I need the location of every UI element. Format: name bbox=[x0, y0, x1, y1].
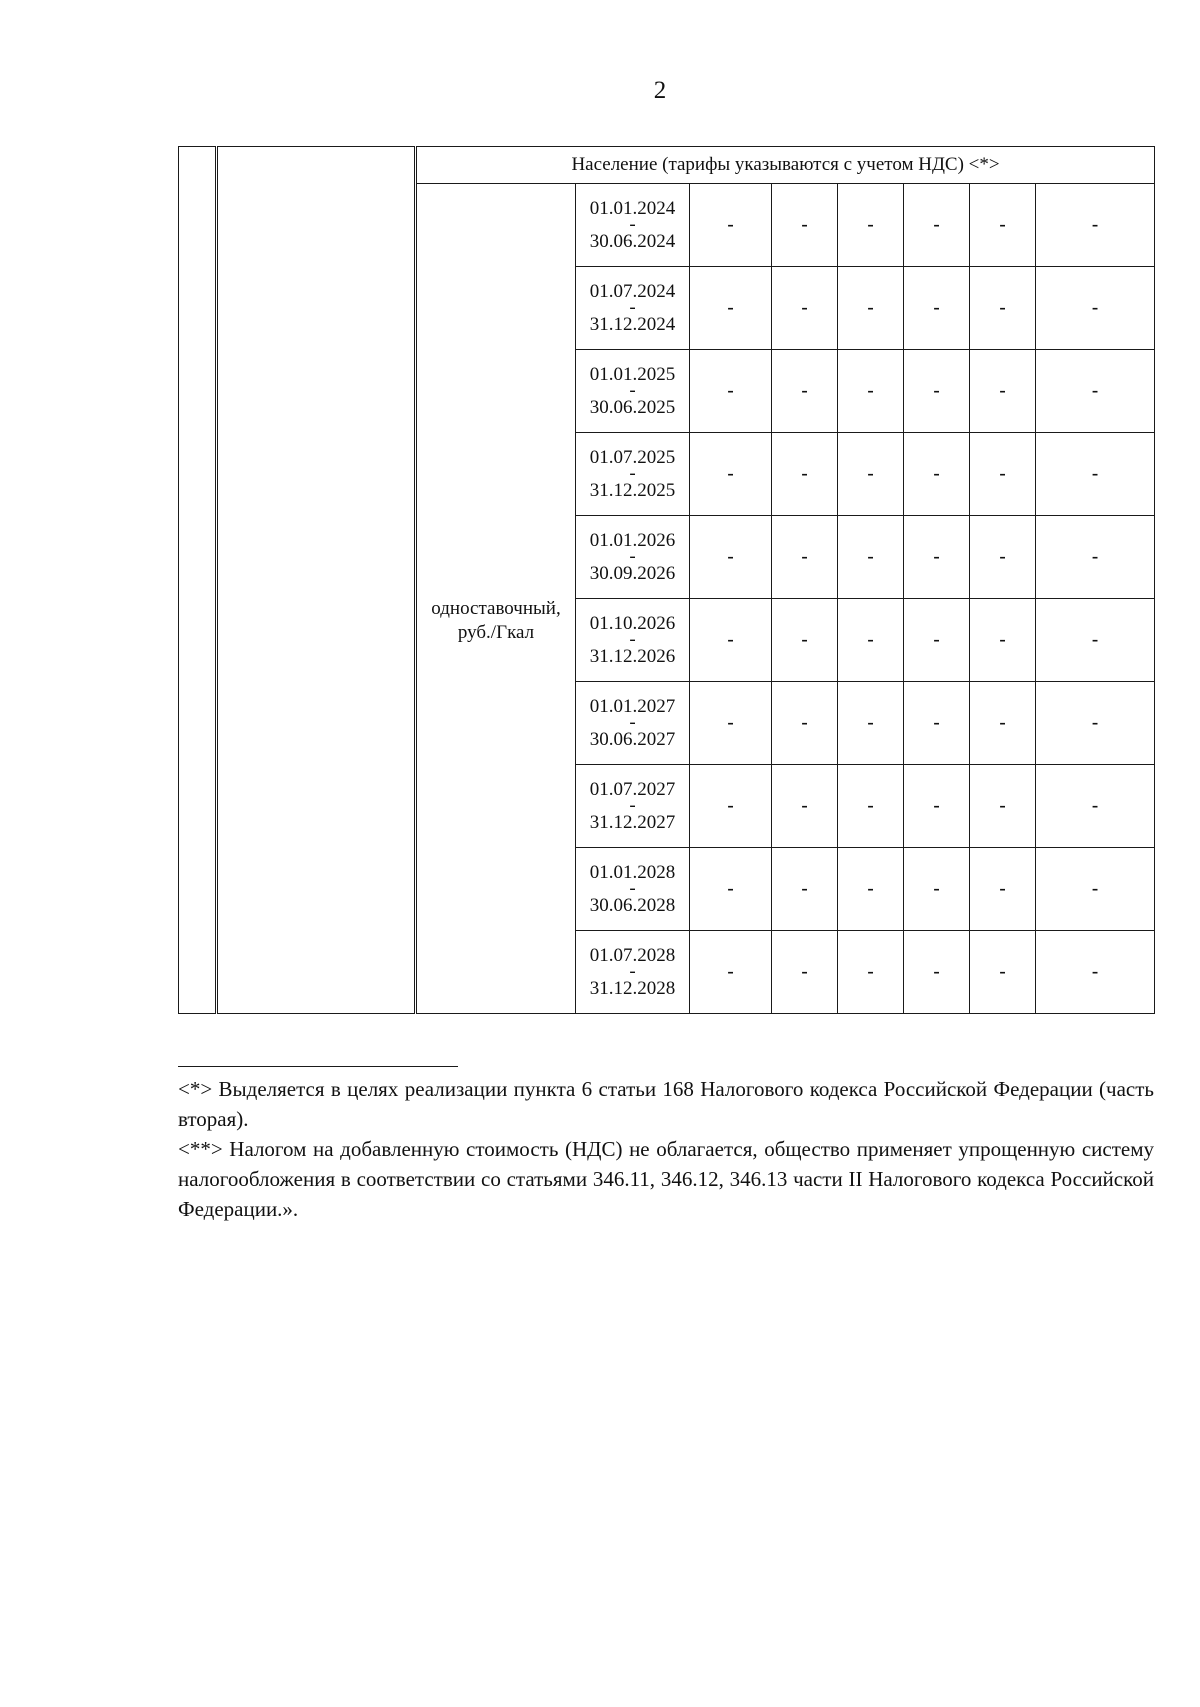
tariff-value-cell: - bbox=[772, 599, 838, 682]
tariff-value-cell: - bbox=[690, 765, 772, 848]
tariff-value-cell: - bbox=[690, 184, 772, 267]
period-start: 01.01.2024 bbox=[589, 198, 676, 219]
number-column-cell bbox=[179, 147, 217, 1014]
tariff-value-cell: - bbox=[970, 267, 1036, 350]
tariff-value-cell: - bbox=[1036, 184, 1155, 267]
tariff-value-cell: - bbox=[904, 765, 970, 848]
period-cell bbox=[576, 184, 690, 267]
tariff-value-cell: - bbox=[970, 433, 1036, 516]
section-header-row bbox=[179, 147, 1155, 184]
tariff-value-cell: - bbox=[772, 682, 838, 765]
footnote-separator bbox=[178, 1066, 458, 1067]
tariff-value-cell: - bbox=[970, 765, 1036, 848]
period-start: 01.01.2028 bbox=[589, 862, 676, 883]
tariff-value-cell: - bbox=[970, 848, 1036, 931]
tariff-value-cell: - bbox=[838, 350, 904, 433]
tariff-value-cell: - bbox=[838, 765, 904, 848]
period-end: 31.12.2028 bbox=[589, 978, 676, 999]
tariff-value-cell: - bbox=[1036, 931, 1155, 1014]
tariff-unit-cell: одноставочный, руб./Гкал bbox=[416, 184, 576, 1014]
period-cell bbox=[576, 682, 690, 765]
page-number: 2 bbox=[653, 77, 667, 104]
period-end: 30.06.2025 bbox=[589, 397, 676, 418]
tariff-value-cell: - bbox=[1036, 682, 1155, 765]
period-start: 01.07.2025 bbox=[589, 447, 676, 468]
period-cell bbox=[576, 599, 690, 682]
period-cell bbox=[576, 267, 690, 350]
period-separator: - bbox=[629, 463, 636, 484]
tariff-value-cell: - bbox=[690, 848, 772, 931]
tariff-value-cell: - bbox=[690, 433, 772, 516]
tariff-value-cell: - bbox=[690, 516, 772, 599]
period-cell bbox=[576, 765, 690, 848]
tariff-value-cell: - bbox=[904, 184, 970, 267]
tariff-value-cell: - bbox=[838, 599, 904, 682]
tariff-value-cell: - bbox=[838, 848, 904, 931]
tariff-value-cell: - bbox=[690, 350, 772, 433]
tariff-value-cell: - bbox=[772, 184, 838, 267]
period-separator: - bbox=[629, 297, 636, 318]
period-separator: - bbox=[629, 795, 636, 816]
tariff-value-cell: - bbox=[970, 516, 1036, 599]
tariff-value-cell: - bbox=[772, 765, 838, 848]
tariff-value-cell: - bbox=[838, 433, 904, 516]
tariff-value-cell: - bbox=[904, 267, 970, 350]
period-start: 01.07.2028 bbox=[589, 945, 676, 966]
period-start: 01.07.2027 bbox=[589, 779, 676, 800]
tariff-table bbox=[178, 146, 1155, 1014]
tariff-value-cell: - bbox=[838, 267, 904, 350]
period-end: 30.06.2027 bbox=[589, 729, 676, 750]
tariff-value-cell: - bbox=[904, 848, 970, 931]
period-start: 01.01.2025 bbox=[589, 364, 676, 385]
tariff-value-cell: - bbox=[904, 931, 970, 1014]
footnotes bbox=[178, 1074, 1154, 1224]
tariff-value-cell: - bbox=[904, 516, 970, 599]
period-separator: - bbox=[629, 712, 636, 733]
period-cell bbox=[576, 350, 690, 433]
period-separator: - bbox=[629, 380, 636, 401]
period-end: 31.12.2025 bbox=[589, 480, 676, 501]
period-end: 31.12.2027 bbox=[589, 812, 676, 833]
period-end: 31.12.2026 bbox=[589, 646, 676, 667]
period-cell bbox=[576, 516, 690, 599]
period-separator: - bbox=[629, 214, 636, 235]
tariff-value-cell: - bbox=[690, 599, 772, 682]
tariff-value-cell: - bbox=[1036, 350, 1155, 433]
tariff-value-cell: - bbox=[970, 931, 1036, 1014]
tariff-value-cell: - bbox=[970, 184, 1036, 267]
period-end: 30.09.2026 bbox=[589, 563, 676, 584]
tariff-value-cell: - bbox=[772, 848, 838, 931]
organization-column-cell bbox=[217, 147, 416, 1014]
tariff-value-cell: - bbox=[904, 599, 970, 682]
tariff-value-cell: - bbox=[690, 931, 772, 1014]
period-cell bbox=[576, 848, 690, 931]
tariff-value-cell: - bbox=[1036, 433, 1155, 516]
period-start: 01.07.2024 bbox=[589, 281, 676, 302]
period-start: 01.10.2026 bbox=[589, 613, 676, 634]
tariff-value-cell: - bbox=[772, 931, 838, 1014]
tariff-value-cell: - bbox=[904, 433, 970, 516]
tariff-value-cell: - bbox=[904, 350, 970, 433]
tariff-value-cell: - bbox=[772, 350, 838, 433]
tariff-value-cell: - bbox=[838, 931, 904, 1014]
period-start: 01.01.2026 bbox=[589, 530, 676, 551]
tariff-value-cell: - bbox=[772, 433, 838, 516]
tariff-value-cell: - bbox=[772, 516, 838, 599]
period-end: 30.06.2028 bbox=[589, 895, 676, 916]
tariff-value-cell: - bbox=[838, 184, 904, 267]
period-cell bbox=[576, 931, 690, 1014]
tariff-value-cell: - bbox=[838, 516, 904, 599]
period-cell bbox=[576, 433, 690, 516]
tariff-table-body bbox=[179, 147, 1155, 1014]
tariff-value-cell: - bbox=[838, 682, 904, 765]
footnote-2: <**> Налогом на добавленную стоимость (НДС) не облагается, общество применяет упрощенную систему налогообложения в соответствии со статьями 346.11, 346.12, 346.13 части II Налогового кодекса Российской Федерации.». bbox=[178, 1137, 1154, 1221]
tariff-value-cell: - bbox=[970, 350, 1036, 433]
period-end: 30.06.2024 bbox=[589, 231, 676, 252]
tariff-value-cell: - bbox=[1036, 599, 1155, 682]
period-end: 31.12.2024 bbox=[589, 314, 676, 335]
tariff-value-cell: - bbox=[970, 599, 1036, 682]
period-separator: - bbox=[629, 546, 636, 567]
tariff-value-cell: - bbox=[690, 267, 772, 350]
tariff-value-cell: - bbox=[1036, 267, 1155, 350]
tariff-value-cell: - bbox=[690, 682, 772, 765]
tariff-value-cell: - bbox=[1036, 848, 1155, 931]
period-start: 01.01.2027 bbox=[589, 696, 676, 717]
tariff-value-cell: - bbox=[1036, 516, 1155, 599]
tariff-value-cell: - bbox=[772, 267, 838, 350]
footnote-1: <*> Выделяется в целях реализации пункта 6 статьи 168 Налогового кодекса Российской Федерации (часть вторая). bbox=[178, 1077, 1154, 1131]
tariff-value-cell: - bbox=[1036, 765, 1155, 848]
section-header: Население (тарифы указываются с учетом НДС) <*> bbox=[416, 147, 1155, 184]
period-separator: - bbox=[629, 629, 636, 650]
period-separator: - bbox=[629, 961, 636, 982]
tariff-value-cell: - bbox=[970, 682, 1036, 765]
tariff-value-cell: - bbox=[904, 682, 970, 765]
period-separator: - bbox=[629, 878, 636, 899]
